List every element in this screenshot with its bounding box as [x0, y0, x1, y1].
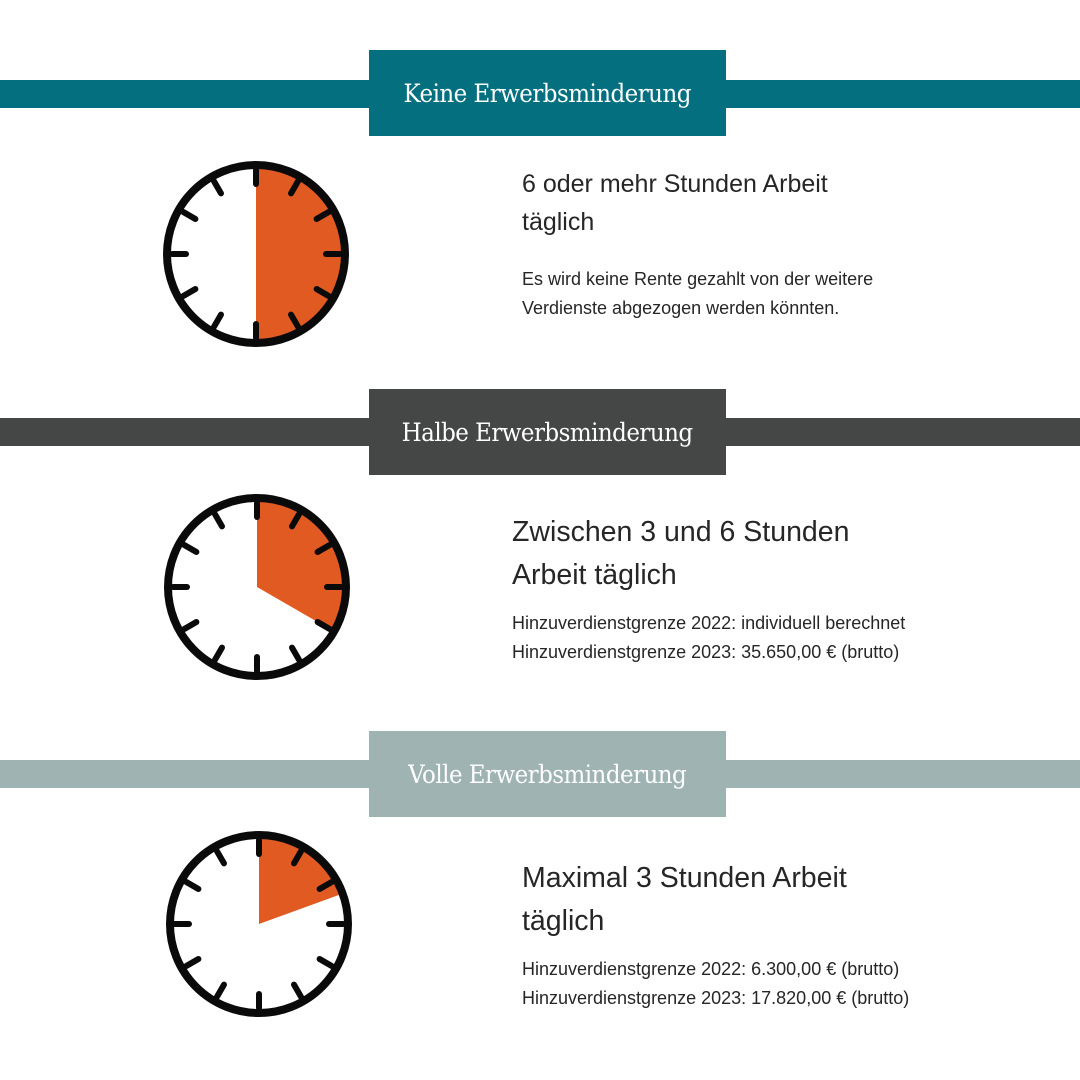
clock-half-icon — [156, 154, 356, 354]
title-line-2: Arbeit täglich — [512, 559, 677, 591]
title-line-1: Zwischen 3 und 6 Stunden — [512, 516, 850, 548]
section-label-text: Volle Erwerbsminderung — [408, 759, 687, 789]
earnings-limit-2023: Hinzuverdienstgrenze 2023: 35.650,00 € (brutto) — [512, 642, 900, 662]
section-title — [522, 857, 922, 943]
title-line-2: täglich — [522, 208, 595, 236]
section-text-volle — [522, 857, 922, 1013]
earnings-limit-2023: Hinzuverdienstgrenze 2023: 17.820,00 € (brutto) — [522, 988, 910, 1008]
earnings-limit-2022: Hinzuverdienstgrenze 2022: 6.300,00 € (brutto) — [522, 959, 900, 979]
section-text-halbe — [512, 511, 912, 667]
section-label-text: Halbe Erwerbsminderung — [402, 417, 693, 447]
section-label-text: Keine Erwerbsminderung — [403, 78, 692, 108]
earnings-limits — [522, 955, 922, 1013]
earnings-limits — [512, 609, 912, 667]
section-label-halbe — [369, 389, 726, 475]
section-label-keine — [369, 50, 726, 136]
section-title — [522, 165, 882, 241]
section-title — [512, 511, 912, 597]
earnings-limit-2022: Hinzuverdienstgrenze 2022: individuell berechnet — [512, 613, 906, 633]
section-text-keine — [522, 165, 902, 323]
section-description: Es wird keine Rente gezahlt von der weitere Verdienste abgezogen werden könnten. — [522, 269, 874, 318]
clock-third-icon — [157, 487, 357, 687]
title-line-1: Maximal 3 Stunden Arbeit — [522, 862, 847, 894]
section-label-volle — [369, 731, 726, 817]
title-line-1: 6 oder mehr Stunden Arbeit — [522, 170, 828, 198]
title-line-2: täglich — [522, 905, 605, 937]
clock-sixth-icon — [159, 824, 359, 1024]
